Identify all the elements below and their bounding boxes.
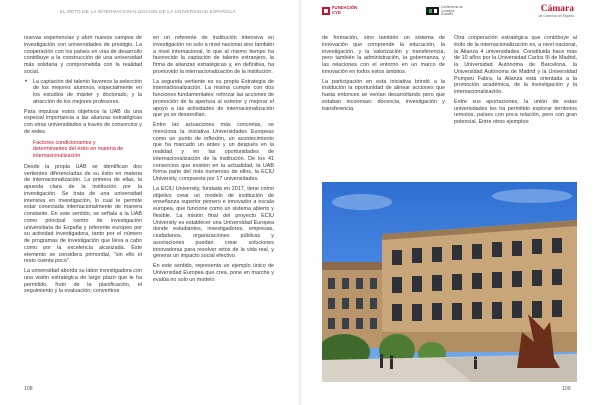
camara-logo-word: Cámara (540, 4, 574, 14)
paragraph: Entre sus aportaciones, la unión de estas universidades les ha permitido explorar territorios remotos, países con poca relación, pero con gran potencial. Entre otros ejemplos: (454, 98, 577, 125)
cyd-logo-top: FUNDACIÓN (332, 5, 358, 10)
paragraph: de formación, sino también un sistema de innovación que comprende la educación, la investigación, y la valorización y transferencia, pero también la administración, la gobernanza, y las relaciones con el entorno en un marco de innovación en todos estos ámbitos. (322, 35, 445, 75)
campus-photo (322, 182, 577, 382)
consejos-sociales-text: Conferencia de Consejos Sociales (441, 5, 463, 17)
consejos-sociales-logo (426, 6, 467, 17)
right-page-column-1 (322, 35, 445, 115)
cyd-logo-bottom: CYD (332, 9, 341, 15)
left-page-column-1 (24, 35, 142, 298)
paragraph: Otra cooperación estratégica que contribuye al éxito de la internacionalización es, a nivel nacional, la Alianza 4 universidades. Constituida hace más de 10 años por la Universidad Carlos III de Madrid, la Universidad Autónoma de Barcelona, la Universidad Autónoma de Madrid y la Universidad Pompeu Fabra, la Alianza está orientada a la promoción académica, de la investigación y la internacionalización. (454, 35, 577, 95)
paragraph: La segunda vertiente es su propia Estrategia de internacionalización. La misma cumple con dos funciones fundamentales: reforzar las acciones de promoción de la apertura al exterior y mejorar el apoyo a las actividades de internacionalización que ya se desarrollan. (153, 78, 274, 119)
paragraph: Desde la propia UAB se identifican dos vertientes diferenciadas de su éxito en materia de internacionalización. La primera de ellas, la apuesta clara de la institución por la investigación. Se trata de una universidad intensiva en investigación, lo cual le permite estar conectada internacionalmente de manera constante. En este sentido, se señala a la UAB como principal centro de investigación universitaria de España y referente europeo por su actividad investigadora, tanto por el número de programas de investigación que lleva a cabo como por la excelencia alcanzada. Este elemento se considera primordial, "sin ello el resto cuenta poco". (24, 163, 142, 265)
page-number-left: 108 (24, 386, 33, 392)
camara-logo-sub: de Comercio de España (538, 14, 574, 18)
paragraph: En este sentido, representa un ejemplo único de Universidad Europea que crea, pone en marcha y evalúa no solo un modelo (153, 263, 274, 283)
left-page-column-2 (153, 35, 274, 286)
campus-building-illustration (322, 182, 577, 382)
fundacion-cyd-logo (322, 6, 357, 15)
cyd-mark-icon (322, 7, 330, 15)
paragraph: nuevas experiencias y abrir nuevos campos de investigación con universidades de prestigio. La cooperación con los países en vías de desarrollo contribuye a la construcción de una universidad más solidaria y comprometida con la realidad social. (24, 35, 142, 75)
page-number-right: 109 (562, 386, 571, 392)
consejos-sociales-mark-icon (426, 7, 439, 15)
paragraph: La participación en esta iniciativa brindó a la institución la oportunidad de alinear acciones que hasta entonces se venían desarrollando pero que estaban inconexas: docencia, investigación y transferencia. (322, 78, 445, 112)
paragraph: La universidad aborda su labor investigadora con una visión estratégica de largo plazo que le ha permitido, fruto de la planificación, el seguimiento y la evaluación; convertirse (24, 268, 142, 295)
right-page-column-2 (454, 35, 577, 129)
paragraph: en un referente de institución intensiva en investigación no solo a nivel nacional sino también a nivel internacional, lo que al mismo tiempo ha favorecido la captación de talento extranjero, la firma de alianzas estratégicas y, en definitiva, ha promovido la internacionalización de la institución. (153, 35, 274, 75)
paragraph: La ECIU University, fundada en 2017, tiene como objetivo crear un modelo de institución de enseñanza superior pionero e innovador a escala europea, que funcione como un sistema abierto y flexible. La misión final del proyecto ECIU University es establecer una Universidad Europea donde estudiantes, investigadores, empresas, ciudadanos, organizaciones públicas y asociaciones puedan crear soluciones innovadoras para resolver retos de la vida real, y generar un impacto social efectivo. (153, 185, 274, 260)
paragraph: Para impulsar estos objetivos la UAB da una especial importancia a las alianzas estratégicas con otras universidades a través de consorcios y de redes. (24, 108, 142, 135)
paragraph: Entre las actuaciones más concretas, se menciona la iniciativa Universidades Europeas como un punto de inflexión, un acontecimiento que ha marcado un antes y un después en la realidad y en las oportunidades de internacionalización de la institución. De los 41 consorcios que existen en la actualidad, la UAB forma parte del más numeroso de ellos, la ECIU University, compuesta por 17 universidades. (153, 122, 274, 182)
camara-comercio-logo (539, 5, 574, 18)
bullet-item: • La captación del talento favorece la selección de los mejores alumnos, especialmente en los estudios de máster y doctorado, y la atracción de los mejores profesores. (24, 79, 142, 106)
partner-logos (322, 6, 574, 22)
running-head: EL RETO DE LA INTERNACIONALIZACIÓN DE LA UNIVERSIDAD ESPAÑOLA (60, 9, 236, 14)
page-spine (299, 0, 301, 405)
section-subheading: Factores condicionantes y determinantes del éxito en materia de internacionalización (33, 139, 124, 159)
